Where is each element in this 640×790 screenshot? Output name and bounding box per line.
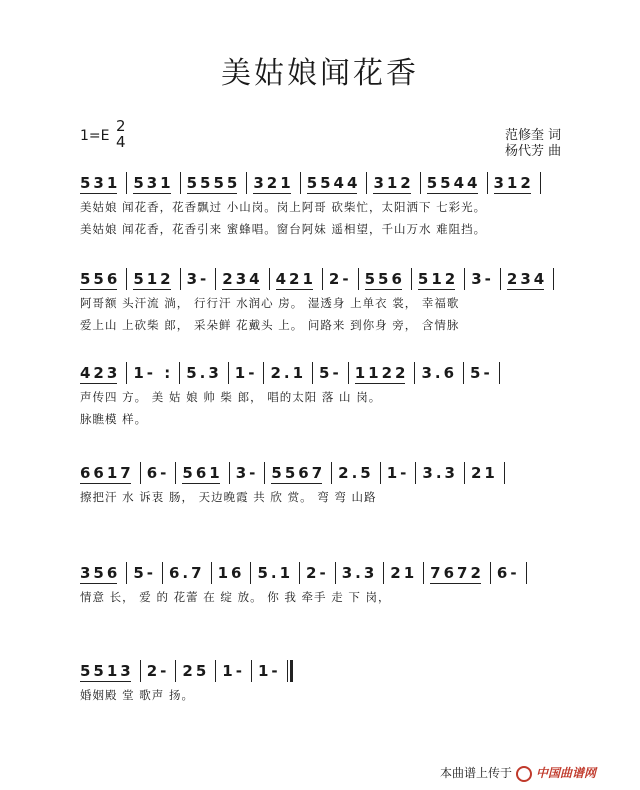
barline: [499, 362, 500, 384]
measure: 6.7: [168, 564, 205, 582]
site-logo-icon: [516, 766, 532, 782]
key-signature: 1=E: [80, 128, 110, 144]
lyric-line: 美姑娘 闻花香，花香引来 蜜蜂唱。窗台阿妹 遥相望，千山万水 难阻挡。: [80, 222, 487, 236]
score-row: [80, 462, 511, 508]
barline: [250, 562, 251, 584]
barline: [423, 562, 424, 584]
time-signature: [116, 118, 126, 150]
lyric-line: 情意 长， 爱 的 花蕾 在 绽 放。 你 我 牵手 走 下 岗，: [80, 590, 391, 604]
barline: [126, 362, 127, 384]
measure: 556: [80, 270, 121, 288]
barline: [175, 462, 176, 484]
measure: 2.5: [338, 464, 374, 482]
barline: [215, 268, 216, 290]
barline: [500, 268, 501, 290]
barline: [504, 462, 505, 484]
lyric-line: 爱上山 上砍柴 郎， 采朵鲜 花戴头 上。 问路来 到你身 旁， 含情脉: [80, 318, 460, 332]
notation-line: [80, 172, 547, 196]
barline: [179, 362, 180, 384]
measure: 5-: [319, 364, 342, 382]
lyricist: 范修奎 词: [505, 128, 562, 143]
measure: 5567: [271, 464, 326, 482]
measure: 3-: [186, 270, 210, 288]
notation-line: [80, 362, 506, 386]
barline: [322, 268, 323, 290]
measure: 2.1: [270, 364, 307, 382]
barline: [300, 172, 301, 194]
page-title: 美姑娘闻花香: [221, 56, 419, 91]
notation-line: [80, 462, 511, 486]
time-sig-bottom: 4: [116, 133, 126, 151]
measure: 531: [133, 174, 174, 192]
barline: [331, 462, 332, 484]
measure: 531: [80, 174, 121, 192]
barline: [229, 462, 230, 484]
measure: 312: [373, 174, 414, 192]
measure: 1- :: [133, 364, 174, 382]
measure: 234: [222, 270, 263, 288]
barline: [380, 462, 381, 484]
measure: 2-: [306, 564, 329, 582]
measure: 321: [253, 174, 294, 192]
measure: 5.3: [186, 364, 222, 382]
time-sig-top: 2: [116, 117, 126, 135]
measure: 423: [80, 364, 121, 382]
barline: [464, 268, 465, 290]
lyric-line: 婚姻殿 堂 歌声 扬。: [80, 688, 194, 702]
measure: 5.1: [257, 564, 294, 582]
barline: [490, 562, 491, 584]
footer: [440, 764, 596, 782]
measure: 1-: [234, 364, 258, 382]
score-row: [80, 268, 560, 336]
barline: [414, 362, 415, 384]
measure: 5-: [133, 564, 156, 582]
score-row: [80, 172, 547, 240]
composer: 杨代芳 曲: [505, 144, 562, 159]
barline: [553, 268, 554, 290]
measure: 1122: [354, 364, 409, 382]
measure: 561: [182, 464, 223, 482]
barline: [180, 268, 181, 290]
notation-line: [80, 562, 533, 586]
barline: [335, 562, 336, 584]
measure: 512: [417, 270, 459, 288]
measure: 25: [182, 662, 210, 680]
measure: 16: [217, 564, 245, 582]
barline: [526, 562, 527, 584]
barline: [383, 562, 384, 584]
credits: [505, 128, 561, 160]
barline: [126, 172, 127, 194]
barline: [348, 362, 349, 384]
measure: 21: [390, 564, 418, 582]
measure: 312: [493, 174, 534, 192]
barline: [251, 660, 252, 682]
barline: [126, 562, 127, 584]
barline: [246, 172, 247, 194]
barline: [312, 362, 313, 384]
barline: [411, 268, 412, 290]
barline: [366, 172, 367, 194]
score-row: [80, 562, 533, 608]
barline: [175, 660, 176, 682]
barline: [215, 660, 216, 682]
measure: 1-: [222, 662, 245, 680]
measure: 356: [80, 564, 121, 582]
lyric-line: 擦把汗 水 诉衷 肠， 天边晚霞 共 欣 赏。 弯 弯 山路: [80, 490, 377, 504]
measure: 7672: [430, 564, 484, 582]
barline: [162, 562, 163, 584]
barline: [415, 462, 416, 484]
notation-line: [80, 660, 299, 684]
measure: 234: [506, 270, 548, 288]
measure: 5544: [426, 174, 481, 192]
measure: 6-: [496, 564, 520, 582]
measure: 1-: [257, 662, 281, 680]
measure: 2-: [328, 270, 352, 288]
notation-line: [80, 268, 560, 292]
measure: 3-: [235, 464, 259, 482]
barline: [263, 362, 264, 384]
lyric-line: 声传四 方。 美 姑 娘 帅 柴 郎， 唱的太阳 落 山 岗。: [80, 390, 382, 404]
barline: [487, 172, 488, 194]
barline: [140, 660, 141, 682]
lyric-line: 阿哥额 头汗流 淌， 行行汗 水润心 房。 湿透身 上单衣 裳， 幸福歌: [80, 296, 460, 310]
barline: [269, 268, 270, 290]
measure: 512: [133, 270, 174, 288]
site-name: 中国曲谱网: [536, 766, 597, 780]
final-barline-thin: [287, 660, 288, 682]
lyric-line: 脉瞧模 样。: [80, 412, 148, 426]
barline: [463, 362, 464, 384]
barline: [180, 172, 181, 194]
measure: 5555: [186, 174, 241, 192]
barline: [464, 462, 465, 484]
measure: 5513: [80, 662, 134, 680]
measure: 5544: [306, 174, 361, 192]
barline: [228, 362, 229, 384]
final-barline-thick: [290, 660, 293, 682]
barline: [540, 172, 541, 194]
barline: [264, 462, 265, 484]
barline: [126, 268, 127, 290]
footer-text: 本曲谱上传于: [440, 766, 513, 780]
measure: 5-: [470, 364, 493, 382]
measure: 2-: [146, 662, 170, 680]
measure: 421: [275, 270, 316, 288]
measure: 21: [470, 464, 498, 482]
measure: 3-: [471, 270, 494, 288]
score-row: [80, 660, 299, 706]
barline: [420, 172, 421, 194]
measure: 6617: [80, 464, 134, 482]
measure: 1-: [386, 464, 410, 482]
measure: 6-: [146, 464, 170, 482]
barline: [211, 562, 212, 584]
measure: 3.3: [422, 464, 458, 482]
measure: 3.3: [341, 564, 378, 582]
barline: [140, 462, 141, 484]
barline: [299, 562, 300, 584]
lyric-line: 美姑娘 闻花香，花香飘过 小山岗。岗上阿哥 砍柴忙，太阳洒下 七彩光。: [80, 200, 487, 214]
measure: 556: [364, 270, 405, 288]
measure: 3.6: [421, 364, 458, 382]
score-row: [80, 362, 506, 430]
barline: [358, 268, 359, 290]
